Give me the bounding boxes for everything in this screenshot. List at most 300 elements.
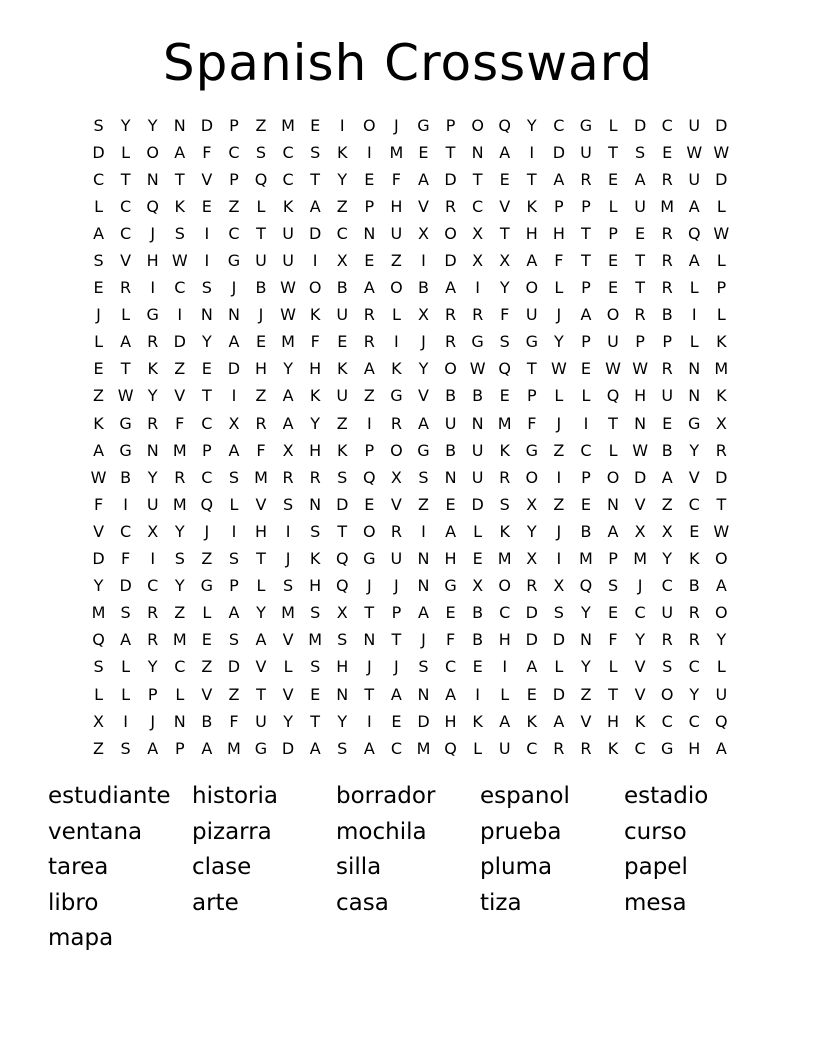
grid-letter[interactable]: A: [634, 169, 646, 189]
grid-letter[interactable]: L: [121, 657, 131, 677]
grid-letter[interactable]: U: [688, 169, 701, 189]
grid-letter[interactable]: Z: [93, 738, 105, 758]
grid-letter[interactable]: R: [390, 413, 402, 433]
grid-letter[interactable]: A: [418, 413, 429, 433]
grid-letter[interactable]: Y: [418, 359, 429, 379]
grid-letter[interactable]: L: [94, 684, 103, 704]
grid-letter[interactable]: M: [172, 630, 187, 650]
grid-letter[interactable]: K: [336, 440, 348, 460]
grid-letter[interactable]: M: [633, 549, 647, 569]
grid-letter[interactable]: I: [502, 657, 508, 677]
grid-letter[interactable]: S: [499, 494, 510, 514]
grid-letter[interactable]: W: [713, 521, 730, 541]
grid-letter[interactable]: B: [445, 440, 457, 460]
grid-letter[interactable]: T: [120, 169, 131, 189]
grid-letter[interactable]: Q: [498, 359, 511, 379]
grid-letter[interactable]: E: [580, 359, 591, 379]
grid-letter[interactable]: U: [390, 549, 403, 569]
grid-letter[interactable]: L: [554, 278, 564, 298]
grid-letter[interactable]: A: [688, 251, 700, 271]
grid-letter[interactable]: J: [231, 278, 237, 298]
grid-letter[interactable]: D: [715, 115, 728, 135]
grid-letter[interactable]: V: [255, 657, 267, 677]
grid-letter[interactable]: B: [255, 278, 267, 298]
grid-letter[interactable]: V: [688, 467, 700, 487]
grid-letter[interactable]: M: [172, 494, 187, 514]
grid-letter[interactable]: H: [146, 251, 159, 271]
grid-letter[interactable]: I: [339, 115, 345, 135]
grid-letter[interactable]: L: [581, 386, 591, 406]
grid-letter[interactable]: E: [364, 251, 375, 271]
grid-letter[interactable]: S: [310, 142, 321, 162]
grid-letter[interactable]: C: [120, 521, 132, 541]
grid-letter[interactable]: Z: [228, 684, 240, 704]
grid-letter[interactable]: F: [391, 169, 401, 189]
grid-letter[interactable]: Q: [146, 196, 159, 216]
grid-letter[interactable]: Y: [174, 521, 185, 541]
grid-letter[interactable]: X: [634, 521, 646, 541]
grid-letter[interactable]: E: [255, 332, 267, 352]
grid-letter[interactable]: N: [227, 305, 240, 325]
grid-letter[interactable]: I: [123, 494, 128, 514]
grid-letter[interactable]: X: [526, 494, 538, 514]
grid-letter[interactable]: O: [525, 278, 539, 298]
grid-letter[interactable]: J: [258, 305, 264, 325]
grid-letter[interactable]: C: [661, 576, 673, 596]
grid-letter[interactable]: L: [608, 657, 618, 677]
grid-letter[interactable]: L: [689, 332, 699, 352]
grid-letter[interactable]: I: [366, 711, 372, 731]
grid-letter[interactable]: U: [336, 386, 349, 406]
grid-letter[interactable]: S: [635, 142, 646, 162]
grid-letter[interactable]: R: [282, 467, 294, 487]
grid-letter[interactable]: Y: [337, 169, 348, 189]
grid-letter[interactable]: I: [312, 251, 318, 271]
grid-letter[interactable]: E: [445, 494, 456, 514]
grid-letter[interactable]: G: [417, 440, 430, 460]
grid-letter[interactable]: L: [716, 251, 726, 271]
grid-letter[interactable]: S: [174, 549, 185, 569]
grid-letter[interactable]: W: [117, 386, 134, 406]
grid-letter[interactable]: A: [526, 657, 538, 677]
grid-letter[interactable]: P: [174, 738, 185, 758]
grid-letter[interactable]: V: [255, 494, 267, 514]
grid-letter[interactable]: D: [552, 684, 566, 704]
grid-letter[interactable]: K: [336, 142, 348, 162]
grid-letter[interactable]: Y: [499, 278, 510, 298]
grid-letter[interactable]: R: [174, 467, 186, 487]
grid-letter[interactable]: T: [526, 169, 537, 189]
grid-letter[interactable]: Y: [256, 603, 266, 623]
grid-letter[interactable]: U: [444, 413, 457, 433]
grid-letter[interactable]: C: [688, 657, 700, 677]
grid-letter[interactable]: C: [688, 711, 700, 731]
grid-letter[interactable]: W: [280, 305, 296, 325]
grid-letter[interactable]: O: [308, 278, 322, 298]
grid-letter[interactable]: B: [445, 386, 457, 406]
grid-letter[interactable]: R: [526, 576, 538, 596]
grid-letter[interactable]: X: [526, 549, 538, 569]
grid-letter[interactable]: P: [662, 332, 672, 352]
grid-letter[interactable]: T: [581, 251, 591, 271]
grid-letter[interactable]: D: [417, 711, 430, 731]
grid-letter[interactable]: K: [526, 711, 538, 731]
grid-letter[interactable]: M: [308, 630, 323, 650]
grid-letter[interactable]: D: [715, 467, 728, 487]
grid-letter[interactable]: A: [228, 603, 240, 623]
grid-letter[interactable]: M: [497, 549, 512, 569]
grid-letter[interactable]: T: [256, 223, 266, 243]
grid-letter[interactable]: C: [282, 142, 294, 162]
grid-letter[interactable]: K: [309, 305, 321, 325]
grid-letter[interactable]: T: [499, 223, 510, 243]
grid-letter[interactable]: S: [337, 630, 348, 650]
grid-letter[interactable]: E: [364, 169, 375, 189]
grid-letter[interactable]: H: [688, 738, 701, 758]
grid-letter[interactable]: K: [499, 521, 510, 541]
grid-letter[interactable]: K: [472, 711, 483, 731]
grid-letter[interactable]: E: [499, 169, 510, 189]
grid-letter[interactable]: L: [608, 196, 618, 216]
grid-letter[interactable]: A: [255, 630, 267, 650]
grid-letter[interactable]: Z: [255, 115, 267, 135]
grid-letter[interactable]: R: [499, 467, 511, 487]
grid-letter[interactable]: O: [715, 603, 728, 623]
grid-letter[interactable]: Q: [498, 115, 511, 135]
grid-letter[interactable]: H: [552, 223, 565, 243]
grid-letter[interactable]: L: [175, 684, 185, 704]
grid-letter[interactable]: Z: [580, 684, 592, 704]
grid-letter[interactable]: Y: [526, 521, 537, 541]
grid-letter[interactable]: R: [147, 413, 159, 433]
grid-letter[interactable]: R: [661, 278, 673, 298]
grid-letter[interactable]: T: [174, 169, 185, 189]
grid-letter[interactable]: X: [499, 251, 511, 271]
grid-letter[interactable]: H: [498, 630, 511, 650]
grid-letter[interactable]: E: [310, 684, 321, 704]
grid-letter[interactable]: U: [607, 332, 619, 352]
grid-letter[interactable]: A: [499, 711, 511, 731]
grid-letter[interactable]: S: [283, 494, 294, 514]
grid-letter[interactable]: T: [391, 630, 402, 650]
grid-letter[interactable]: E: [93, 359, 104, 379]
grid-letter[interactable]: S: [120, 603, 131, 623]
grid-letter[interactable]: D: [444, 251, 457, 271]
grid-letter[interactable]: P: [581, 278, 591, 298]
grid-letter[interactable]: S: [310, 657, 321, 677]
grid-letter[interactable]: D: [200, 115, 214, 135]
grid-letter[interactable]: E: [580, 494, 591, 514]
grid-letter[interactable]: N: [417, 684, 430, 704]
grid-letter[interactable]: V: [120, 251, 132, 271]
grid-letter[interactable]: T: [364, 603, 375, 623]
grid-letter[interactable]: O: [444, 223, 457, 243]
grid-letter[interactable]: Q: [254, 169, 268, 189]
grid-letter[interactable]: O: [498, 576, 511, 596]
grid-letter[interactable]: J: [421, 332, 426, 352]
grid-letter[interactable]: R: [255, 413, 267, 433]
grid-letter[interactable]: U: [715, 684, 728, 704]
grid-letter[interactable]: O: [525, 467, 539, 487]
grid-letter[interactable]: F: [202, 142, 212, 162]
grid-letter[interactable]: W: [713, 223, 730, 243]
grid-letter[interactable]: J: [556, 521, 562, 541]
grid-letter[interactable]: V: [201, 684, 213, 704]
grid-letter[interactable]: S: [228, 549, 239, 569]
grid-letter[interactable]: C: [390, 738, 402, 758]
grid-letter[interactable]: F: [121, 549, 131, 569]
grid-letter[interactable]: I: [691, 305, 697, 325]
grid-letter[interactable]: Y: [120, 115, 131, 135]
grid-letter[interactable]: J: [556, 413, 562, 433]
grid-letter[interactable]: E: [526, 684, 537, 704]
grid-letter[interactable]: O: [444, 359, 457, 379]
grid-letter[interactable]: K: [147, 359, 158, 379]
grid-letter[interactable]: M: [281, 115, 295, 135]
grid-letter[interactable]: O: [471, 115, 484, 135]
grid-letter[interactable]: U: [336, 305, 349, 325]
grid-letter[interactable]: Q: [444, 738, 457, 758]
grid-letter[interactable]: J: [96, 305, 101, 325]
grid-letter[interactable]: Y: [581, 603, 591, 623]
grid-letter[interactable]: G: [200, 576, 214, 596]
grid-letter[interactable]: L: [94, 332, 103, 352]
grid-letter[interactable]: K: [391, 359, 402, 379]
grid-letter[interactable]: L: [554, 657, 564, 677]
grid-letter[interactable]: A: [93, 223, 105, 243]
grid-letter[interactable]: Y: [147, 467, 158, 487]
grid-letter[interactable]: K: [336, 359, 348, 379]
grid-letter[interactable]: G: [390, 386, 403, 406]
grid-letter[interactable]: X: [715, 413, 727, 433]
grid-letter[interactable]: P: [526, 386, 537, 406]
grid-letter[interactable]: X: [553, 576, 565, 596]
grid-letter[interactable]: O: [390, 440, 403, 460]
grid-letter[interactable]: X: [472, 576, 484, 596]
grid-letter[interactable]: A: [228, 332, 240, 352]
grid-letter[interactable]: I: [394, 332, 399, 352]
grid-letter[interactable]: N: [309, 494, 322, 514]
grid-letter[interactable]: G: [254, 738, 268, 758]
grid-letter[interactable]: U: [255, 251, 267, 271]
grid-letter[interactable]: R: [580, 738, 592, 758]
grid-letter[interactable]: U: [282, 223, 294, 243]
grid-letter[interactable]: M: [254, 467, 268, 487]
grid-letter[interactable]: J: [150, 711, 156, 731]
grid-letter[interactable]: A: [120, 332, 132, 352]
grid-letter[interactable]: C: [228, 223, 240, 243]
grid-letter[interactable]: Z: [336, 196, 348, 216]
grid-letter[interactable]: D: [633, 467, 647, 487]
grid-letter[interactable]: L: [229, 494, 239, 514]
grid-letter[interactable]: X: [472, 223, 484, 243]
grid-letter[interactable]: E: [93, 278, 104, 298]
grid-letter[interactable]: U: [661, 603, 674, 623]
grid-letter[interactable]: H: [309, 359, 322, 379]
grid-letter[interactable]: D: [92, 142, 105, 162]
grid-letter[interactable]: T: [256, 549, 266, 569]
grid-letter[interactable]: B: [417, 278, 429, 298]
grid-letter[interactable]: E: [689, 521, 700, 541]
grid-letter[interactable]: X: [417, 223, 429, 243]
grid-letter[interactable]: G: [471, 332, 484, 352]
grid-letter[interactable]: F: [256, 440, 266, 460]
grid-letter[interactable]: Y: [716, 630, 727, 650]
grid-letter[interactable]: B: [688, 576, 700, 596]
grid-letter[interactable]: K: [309, 386, 321, 406]
grid-letter[interactable]: T: [256, 684, 266, 704]
grid-letter[interactable]: T: [310, 169, 321, 189]
grid-letter[interactable]: Q: [200, 494, 214, 514]
grid-letter[interactable]: K: [174, 196, 186, 216]
grid-letter[interactable]: S: [93, 251, 104, 271]
grid-letter[interactable]: L: [608, 115, 618, 135]
grid-letter[interactable]: M: [497, 413, 512, 433]
grid-letter[interactable]: A: [228, 440, 240, 460]
grid-letter[interactable]: P: [716, 278, 727, 298]
grid-letter[interactable]: G: [525, 440, 538, 460]
grid-letter[interactable]: R: [147, 603, 159, 623]
grid-letter[interactable]: P: [229, 169, 239, 189]
grid-letter[interactable]: H: [444, 711, 457, 731]
grid-letter[interactable]: I: [231, 521, 237, 541]
grid-letter[interactable]: I: [475, 278, 480, 298]
grid-letter[interactable]: M: [227, 738, 241, 758]
grid-letter[interactable]: L: [121, 142, 131, 162]
grid-letter[interactable]: E: [607, 278, 619, 298]
grid-letter[interactable]: Y: [147, 386, 158, 406]
grid-letter[interactable]: L: [121, 684, 131, 704]
grid-letter[interactable]: U: [146, 494, 159, 514]
grid-letter[interactable]: Y: [147, 657, 158, 677]
grid-letter[interactable]: R: [444, 332, 457, 352]
grid-letter[interactable]: H: [336, 657, 349, 677]
grid-letter[interactable]: R: [661, 359, 673, 379]
grid-letter[interactable]: N: [579, 630, 592, 650]
grid-letter[interactable]: I: [421, 251, 426, 271]
grid-letter[interactable]: V: [418, 196, 429, 216]
grid-letter[interactable]: I: [285, 521, 291, 541]
grid-letter[interactable]: S: [283, 576, 294, 596]
grid-letter[interactable]: C: [444, 657, 457, 677]
grid-letter[interactable]: N: [173, 115, 186, 135]
grid-letter[interactable]: U: [661, 386, 674, 406]
grid-letter[interactable]: P: [147, 684, 158, 704]
grid-letter[interactable]: Z: [228, 196, 240, 216]
grid-letter[interactable]: V: [634, 494, 646, 514]
grid-letter[interactable]: E: [364, 494, 375, 514]
grid-letter[interactable]: T: [337, 521, 348, 541]
grid-letter[interactable]: T: [526, 359, 537, 379]
grid-letter[interactable]: M: [660, 196, 675, 216]
grid-letter[interactable]: Z: [336, 413, 348, 433]
grid-letter[interactable]: K: [634, 711, 646, 731]
grid-letter[interactable]: E: [662, 142, 673, 162]
grid-letter[interactable]: P: [391, 603, 402, 623]
grid-letter[interactable]: A: [688, 196, 700, 216]
grid-letter[interactable]: S: [418, 657, 429, 677]
grid-letter[interactable]: I: [421, 521, 426, 541]
grid-letter[interactable]: J: [394, 576, 399, 596]
grid-letter[interactable]: D: [281, 738, 295, 758]
grid-letter[interactable]: M: [172, 440, 187, 460]
grid-letter[interactable]: T: [608, 684, 618, 704]
grid-letter[interactable]: A: [445, 278, 457, 298]
grid-letter[interactable]: N: [173, 711, 186, 731]
grid-letter[interactable]: P: [635, 332, 645, 352]
grid-letter[interactable]: Z: [174, 603, 186, 623]
grid-letter[interactable]: C: [120, 223, 132, 243]
grid-letter[interactable]: D: [173, 332, 186, 352]
grid-letter[interactable]: P: [581, 332, 591, 352]
grid-letter[interactable]: V: [93, 521, 105, 541]
grid-letter[interactable]: A: [174, 142, 186, 162]
grid-letter[interactable]: D: [525, 630, 538, 650]
grid-letter[interactable]: Q: [92, 630, 105, 650]
grid-letter[interactable]: O: [606, 305, 620, 325]
grid-letter[interactable]: B: [201, 711, 213, 731]
grid-letter[interactable]: Y: [174, 576, 185, 596]
grid-letter[interactable]: Y: [581, 657, 591, 677]
grid-letter[interactable]: D: [336, 494, 349, 514]
grid-letter[interactable]: E: [662, 413, 673, 433]
grid-letter[interactable]: A: [661, 467, 673, 487]
grid-letter[interactable]: Y: [689, 684, 700, 704]
grid-letter[interactable]: C: [120, 196, 132, 216]
grid-letter[interactable]: R: [661, 223, 673, 243]
grid-letter[interactable]: J: [394, 657, 399, 677]
grid-letter[interactable]: R: [661, 169, 673, 189]
grid-letter[interactable]: L: [554, 386, 564, 406]
grid-letter[interactable]: O: [363, 521, 376, 541]
grid-letter[interactable]: R: [363, 305, 375, 325]
grid-letter[interactable]: C: [201, 467, 213, 487]
grid-letter[interactable]: N: [336, 684, 349, 704]
grid-letter[interactable]: O: [660, 684, 674, 704]
grid-letter[interactable]: I: [123, 711, 128, 731]
grid-letter[interactable]: R: [444, 196, 457, 216]
grid-letter[interactable]: Y: [337, 711, 348, 731]
grid-letter[interactable]: T: [445, 142, 456, 162]
grid-letter[interactable]: U: [255, 711, 267, 731]
grid-letter[interactable]: P: [581, 467, 591, 487]
grid-letter[interactable]: A: [418, 169, 429, 189]
grid-letter[interactable]: M: [389, 142, 404, 162]
grid-letter[interactable]: T: [635, 278, 645, 298]
grid-letter[interactable]: Q: [606, 386, 620, 406]
grid-letter[interactable]: Z: [174, 359, 186, 379]
grid-letter[interactable]: D: [633, 115, 647, 135]
grid-letter[interactable]: C: [147, 576, 159, 596]
grid-letter[interactable]: I: [204, 223, 210, 243]
grid-letter[interactable]: C: [634, 603, 646, 623]
grid-letter[interactable]: W: [171, 251, 188, 271]
grid-letter[interactable]: A: [363, 359, 375, 379]
grid-letter[interactable]: Z: [93, 386, 105, 406]
grid-letter[interactable]: L: [121, 305, 131, 325]
grid-letter[interactable]: S: [120, 738, 131, 758]
grid-letter[interactable]: B: [580, 521, 592, 541]
grid-letter[interactable]: P: [364, 196, 375, 216]
grid-letter[interactable]: K: [282, 196, 294, 216]
grid-letter[interactable]: D: [552, 142, 566, 162]
grid-letter[interactable]: Z: [390, 251, 402, 271]
grid-letter[interactable]: C: [580, 440, 592, 460]
grid-letter[interactable]: R: [634, 305, 646, 325]
grid-letter[interactable]: U: [498, 738, 511, 758]
grid-letter[interactable]: S: [310, 521, 321, 541]
grid-letter[interactable]: P: [364, 440, 375, 460]
